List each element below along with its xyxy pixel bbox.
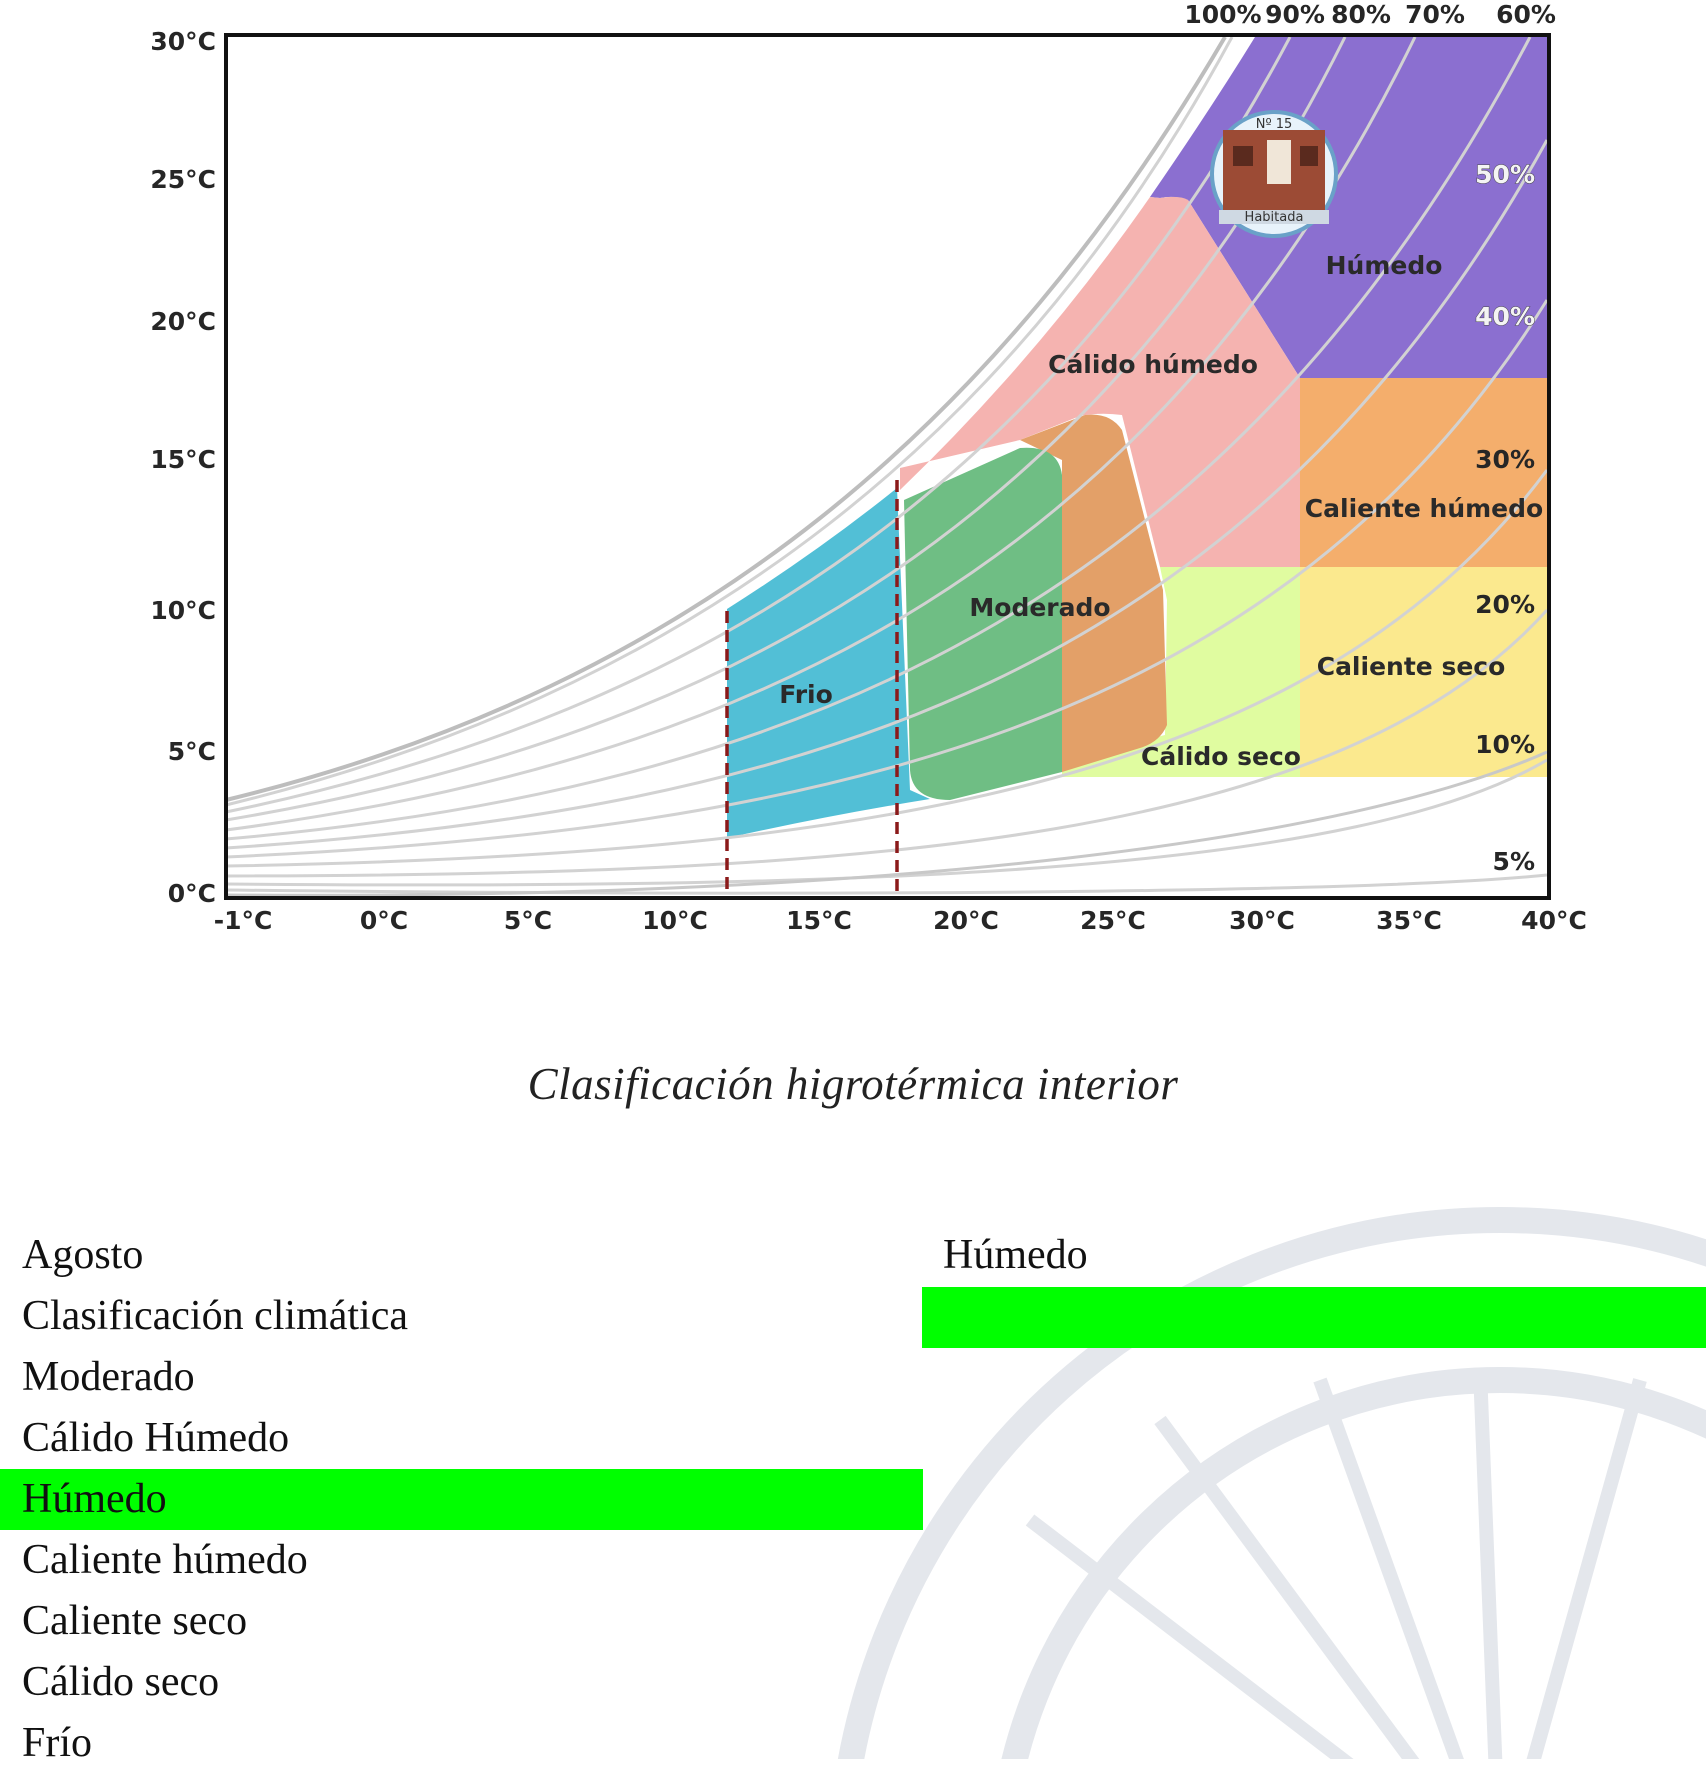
classification-label: Clasificación climática [22, 1293, 408, 1339]
x-tick-label: 40°C [1521, 906, 1587, 935]
month-label: Agosto [22, 1232, 144, 1278]
y-axis-labels [150, 27, 216, 908]
x-tick-label: -1°C [213, 906, 273, 935]
x-axis-labels [214, 906, 1587, 935]
rh-label: 90% [1265, 0, 1325, 29]
category-item: Caliente seco [22, 1598, 248, 1644]
rh-label: 50% [1475, 160, 1535, 189]
y-tick-label: 10°C [150, 596, 216, 625]
rh-label: 80% [1331, 0, 1391, 29]
category-item: Cálido Húmedo [22, 1415, 290, 1461]
y-tick-label: 15°C [150, 445, 216, 474]
rh-label: 30% [1475, 445, 1535, 474]
rh-label: 40% [1475, 302, 1535, 331]
zone-label-caliente-humedo: Caliente húmedo [1304, 494, 1544, 523]
y-tick-label: 20°C [150, 307, 216, 336]
y-tick-label: 25°C [150, 165, 216, 194]
category-item-selected: Húmedo [0, 1469, 923, 1530]
x-tick-label: 5°C [503, 906, 553, 935]
rh-label: 20% [1475, 590, 1535, 619]
result-highlight-bar [922, 1287, 1706, 1348]
chart-caption: Clasificación higrotérmica interior [527, 1059, 1179, 1109]
result-value: Húmedo [943, 1232, 1088, 1278]
rh-label: 100% [1184, 0, 1262, 29]
x-tick-label: 35°C [1376, 906, 1442, 935]
category-item: Caliente húmedo [22, 1537, 308, 1583]
rh-label: 5% [1492, 847, 1535, 876]
zone-label-caliente-seco: Caliente seco [1316, 652, 1506, 681]
x-tick-label: 15°C [786, 906, 852, 935]
x-tick-label: 0°C [359, 906, 409, 935]
x-tick-label: 20°C [933, 906, 999, 935]
x-tick-label: 30°C [1229, 906, 1295, 935]
zone-label-humedo: Húmedo [1325, 251, 1443, 280]
x-tick-label: 10°C [642, 906, 708, 935]
zone-label-calido-humedo: Cálido húmedo [1048, 350, 1258, 379]
zone-moderado [904, 448, 1062, 800]
rh-label: 70% [1405, 0, 1465, 29]
rh-label: 10% [1475, 730, 1535, 759]
rh-label: 60% [1496, 0, 1556, 29]
rh-top-labels [1184, 0, 1556, 29]
badge-icon [1212, 112, 1336, 236]
y-tick-label: 5°C [167, 737, 216, 766]
category-item: Frío [22, 1720, 93, 1766]
y-tick-label: 0°C [167, 879, 216, 908]
badge-status: Habitada [1244, 210, 1304, 225]
category-item: Cálido seco [22, 1659, 220, 1705]
y-tick-label: 30°C [150, 27, 216, 56]
zone-frio [727, 488, 930, 838]
zone-label-frio: Frio [779, 680, 833, 709]
zone-label-moderado: Moderado [969, 593, 1111, 622]
badge-number: Nº 15 [1255, 117, 1293, 132]
zone-label-calido-seco: Cálido seco [1141, 742, 1301, 771]
x-tick-label: 25°C [1080, 906, 1146, 935]
category-item: Moderado [22, 1354, 195, 1400]
